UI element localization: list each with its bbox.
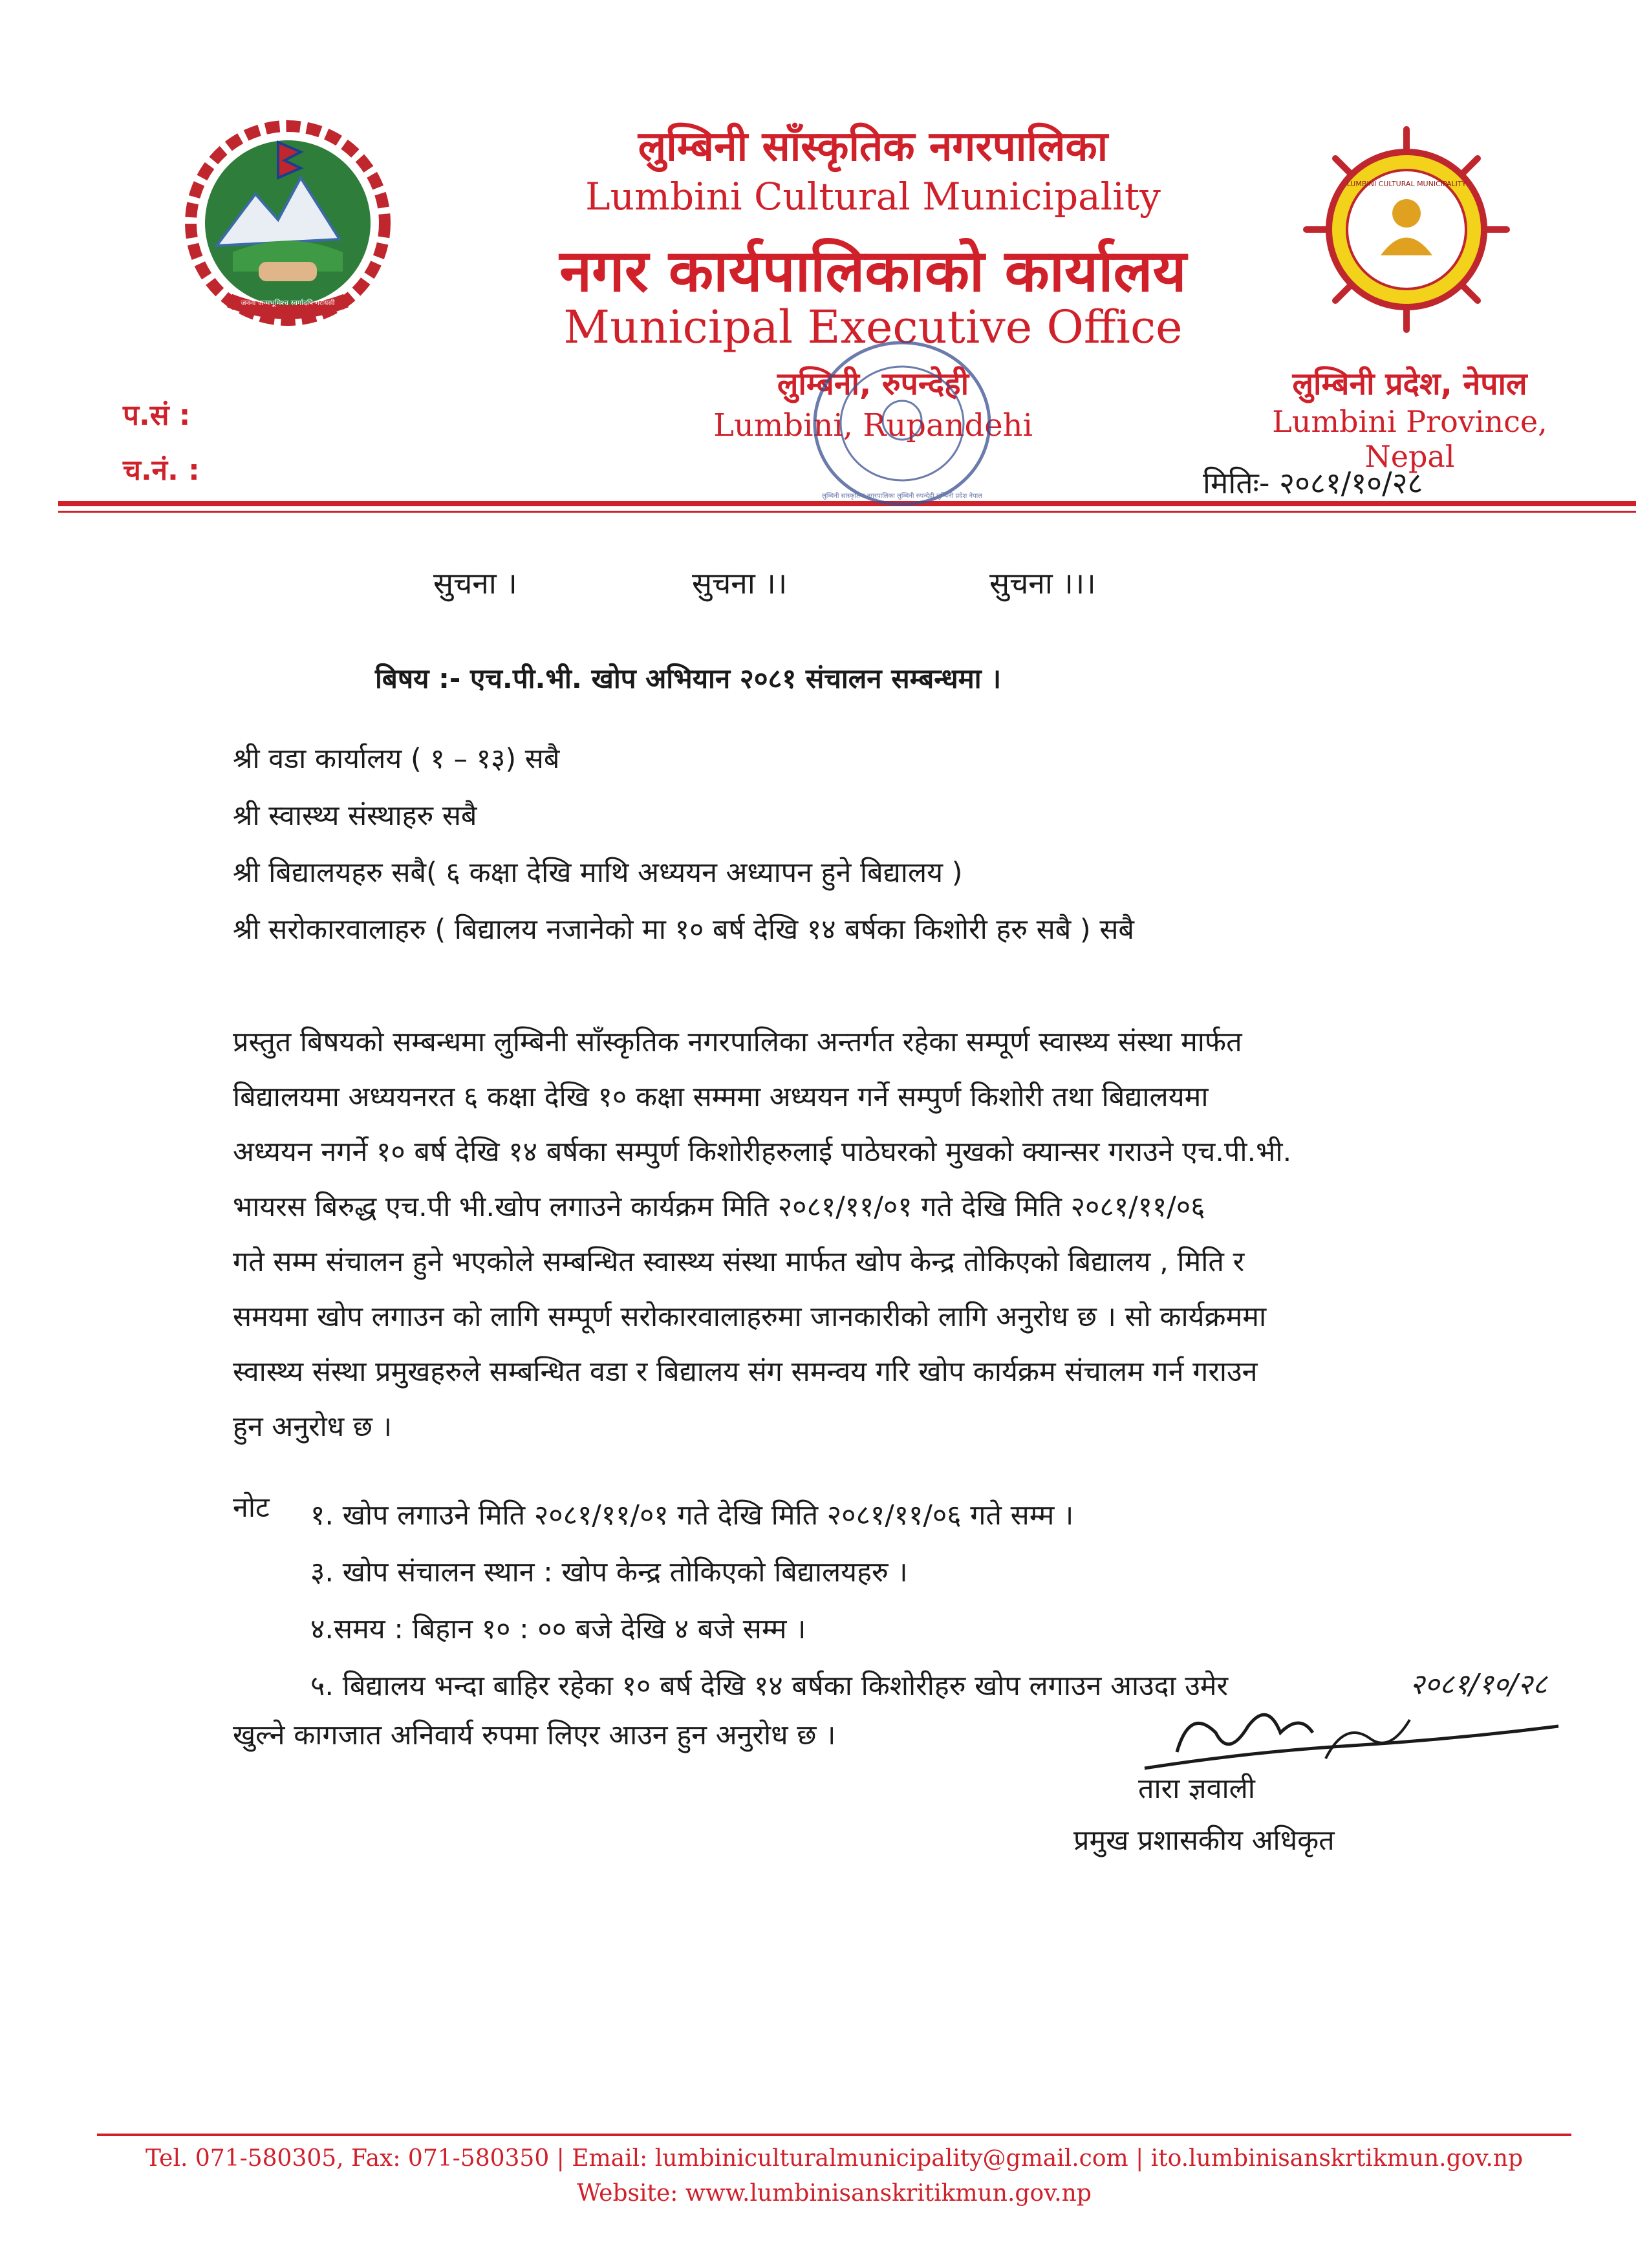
nepal-emblem-icon — [181, 116, 394, 330]
recipient-item: श्री वडा कार्यालय ( १ – १३) सबै — [233, 743, 560, 775]
nepal-emblem — [181, 116, 394, 330]
body-paragraph — [233, 1015, 1500, 1455]
recipient-item: श्री सरोकारवालाहरु ( बिद्यालय नजानेको मा १० बर्ष देखि १४ बर्षका किशोरी हरु सबै ) सबै — [233, 914, 1134, 946]
footer-website: Website: www.lumbinisanskritikmun.gov.np — [577, 2180, 1092, 2207]
signatory-name: तारा ज्ञवाली — [1138, 1773, 1255, 1805]
recipient-list — [233, 731, 1461, 958]
notice-title-3: सुचना ।।। — [989, 566, 1096, 601]
note-continuation: खुल्ने कागजात अनिवार्य रुपमा लिएर आउन हुन अनुरोध छ । — [233, 1719, 836, 1751]
ref-no-label: प.सं : — [123, 399, 191, 432]
note-item: १. खोप लगाउने मिति २०८१/११/०१ गते देखि मिति २०८१/११/०६ गते सम्म । — [310, 1499, 1074, 1532]
body-line: हुन अनुरोध छ । — [233, 1411, 393, 1443]
municipality-name-np: लुम्बिनी साँस्कृतिक नगरपालिका — [638, 123, 1108, 171]
dharma-wheel-icon — [1300, 123, 1513, 336]
note-item: ३. खोप संचालन स्थान : खोप केन्द्र तोकिएको बिद्यालयहरु । — [310, 1556, 908, 1589]
body-line: गते सम्म संचालन हुने भएकोले सम्बन्धित स्वास्थ्य संस्था मार्फत खोप केन्द्र तोकिएको बिद्यालय , मिति र — [233, 1246, 1245, 1278]
stamp-text: लुम्बिनी सांस्कृतिक नगरपालिका लुम्बिनी रुपन्देही लुम्बिनी प्रदेश नेपाल — [821, 493, 983, 500]
note-item: ५. बिद्यालय भन्दा बाहिर रहेका १० बर्ष देखि १४ बर्षका किशोरीहरु खोप लगाउन आउदा उमेर — [310, 1670, 1229, 1702]
notice-title-2: सुचना ।। — [692, 566, 788, 601]
dispatch-no-label: च.नं. : — [123, 454, 200, 487]
body-line: समयमा खोप लगाउन को लागि सम्पूर्ण सरोकारवालाहरुमा जानकारीको लागि अनुरोध छ । सो कार्यक्रममा — [233, 1301, 1267, 1333]
location-en: Lumbini, Rupandehi — [713, 407, 1033, 444]
recipient-item: श्री बिद्यालयहरु सबै( ६ कक्षा देखि माथि अध्ययन अध्यापन हुने बिद्यालय ) — [233, 857, 963, 889]
notes-label: नोट — [233, 1492, 270, 1524]
note-item: ४.समय : बिहान १० : ०० बजे देखि ४ बजे सम्म । — [310, 1613, 806, 1645]
official-stamp — [808, 336, 996, 511]
signature-date: २०८१/१०/२८ — [1410, 1668, 1547, 1701]
recipient-item: श्री स्वास्थ्य संस्थाहरु सबै — [233, 800, 477, 832]
footer-divider — [97, 2134, 1571, 2136]
logo-text: LUMBINI CULTURAL MUNICIPALITY — [1346, 180, 1467, 188]
municipality-name-en: Lumbini Cultural Municipality — [585, 175, 1161, 219]
signatory-designation: प्रमुख प्रशासकीय अधिकृत — [1073, 1824, 1335, 1857]
office-name-np: नगर कार्यपालिकाको कार्यालय — [559, 237, 1187, 305]
municipality-logo — [1300, 123, 1513, 336]
body-line: अध्ययन नगर्ने १० बर्ष देखि १४ बर्षका सम्पुर्ण किशोरीहरुलाई पाठेघरको मुखको क्यान्सर गराउने एच.पी.भी. — [233, 1136, 1292, 1168]
notice-title-1: सुचना । — [433, 566, 517, 601]
office-name-en: Municipal Executive Office — [563, 301, 1183, 354]
footer-contact: Tel. 071-580305, Fax: 071-580350 | Email: lumbiniculturalmunicipality@gmail.com | ito.lumbinisanskrtikmun.gov.np — [145, 2145, 1524, 2172]
province-en: Lumbini Province, Nepal — [1272, 404, 1547, 474]
body-line: स्वास्थ्य संस्था प्रमुखहरुले सम्बन्धित वडा र बिद्यालय संग समन्वय गरि खोप कार्यक्रम संचालम गर्न गराउन — [233, 1356, 1258, 1388]
emblem-motto: जननी जन्मभूमिश्च स्वर्गादपि गरीयसी — [241, 299, 335, 307]
header-divider-thin — [58, 511, 1636, 513]
location-np: लुम्बिनी, रुपन्देही — [777, 366, 969, 402]
body-line: भायरस बिरुद्ध एच.पी भी.खोप लगाउने कार्यक्रम मिति २०८१/११/०१ गते देखि मिति २०८१/११/०६ — [233, 1191, 1205, 1223]
subject-line: बिषय :- एच.पी.भी. खोप अभियान २०८१ संचालन सम्बन्धमा । — [375, 663, 1002, 694]
body-line: बिद्यालयमा अध्ययनरत ६ कक्षा देखि १० कक्षा सम्ममा अध्ययन गर्ने सम्पुर्ण किशोरी तथा बिद्यालयमा — [233, 1081, 1209, 1113]
province-np: लुम्बिनी प्रदेश, नेपाल — [1292, 366, 1527, 402]
stamp-seal-icon — [808, 336, 996, 511]
body-line: प्रस्तुत बिषयको सम्बन्धमा लुम्बिनी साँस्कृतिक नगरपालिका अन्तर्गत रहेका सम्पूर्ण स्वास्थ्य संस्था मार्फत — [233, 1026, 1242, 1058]
letter-date: मितिः- २०८१/१०/२८ — [1203, 465, 1423, 500]
